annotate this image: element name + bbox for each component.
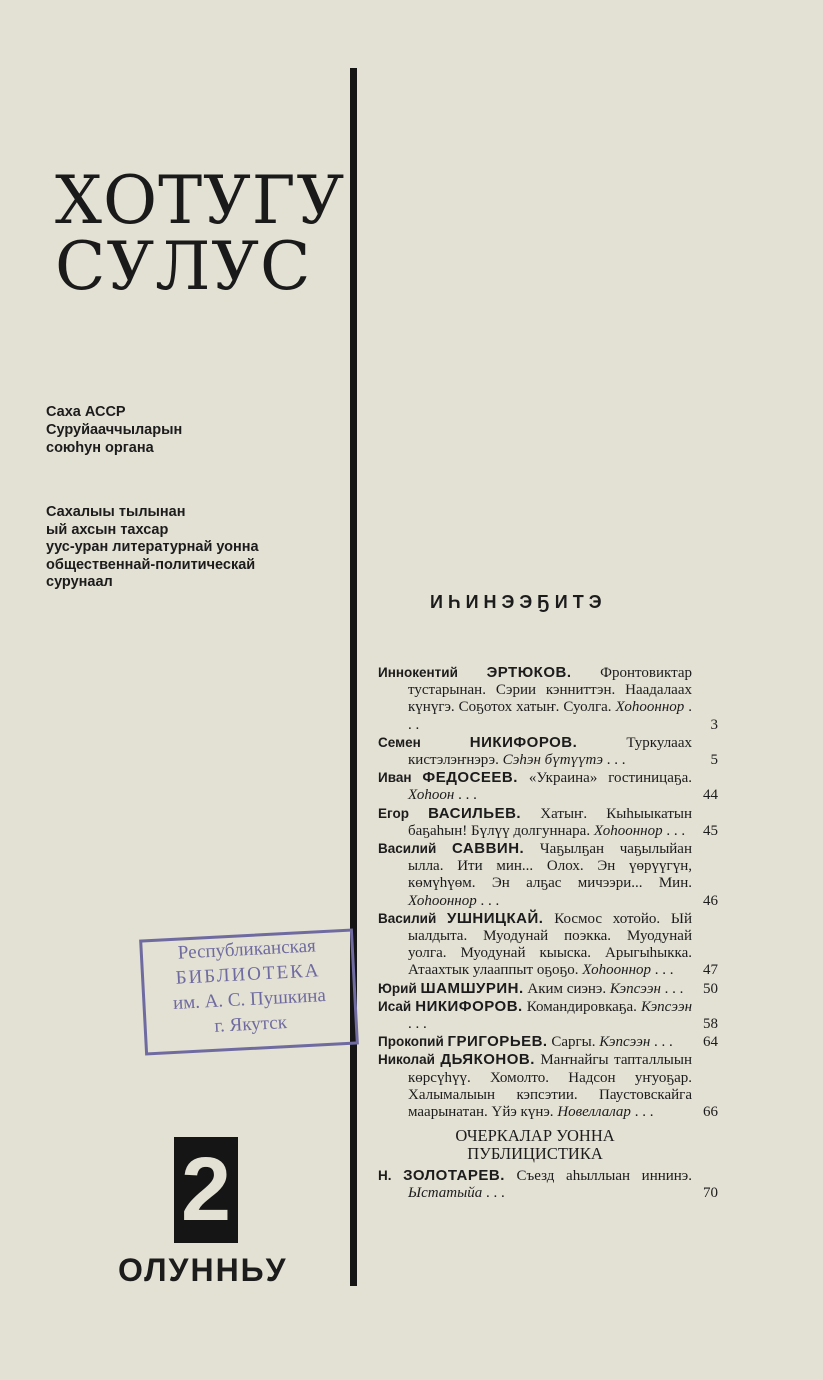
toc-page-number: 50 (703, 980, 718, 997)
stamp-line: Республиканская (177, 935, 317, 964)
author-first-name: Василий (378, 910, 437, 926)
organ-line: союhун органа (46, 440, 154, 456)
journal-description (46, 504, 346, 592)
toc-genre: Хоhоон (408, 787, 455, 804)
title-line-2: СУЛУС (55, 228, 312, 305)
author-last-name: ДЬЯКОНОВ. (440, 1051, 535, 1069)
toc-page-number: 58 (703, 1016, 718, 1033)
toc-genre: Хоhооннор (615, 699, 685, 716)
toc-titles: Чаҕылҕан чаҕылыйан ылла. Ити мин... Олох. Эн үөрүүгүн, көмүhүөм. Эн алҕас мичээри... Мин. (408, 841, 692, 892)
issue-number: 2 (174, 1137, 238, 1243)
description-line: сурунаал (46, 574, 113, 590)
toc-titles: Маҥнайгы тапталлыын көрсүhүү. Хомолто. Надсон уҥуоҕар. Халымалыын кэпсэтии. Паустовскайга маарынатан. Үйэ күнэ. (408, 1052, 692, 1121)
toc-entry: Николай ДЬЯКОНОВ. Маҥнайгы тапталлыын көрсүhүү. Хомолто. Надсон уҥуоҕар. Халымалыын кэпсэтии. Паустовскайга маарынатан. Үйэ күнэ. Новеллалар . . . 66 (378, 1051, 718, 1121)
toc-list (378, 1167, 718, 1202)
toc-entry: Иннокентий ЭРТЮКОВ. Фронтовиктар тустарынан. Сэрии кэнниттэн. Наадалаах күнүгэ. Соҕотох хатыҥ. Суолга. Хоhооннор . . . 3 (378, 664, 718, 733)
toc-page-number: 44 (703, 787, 718, 804)
toc-author (378, 1052, 535, 1067)
toc-titles: Командировкаҕа. (526, 998, 637, 1015)
toc-genre: Кэпсээн (640, 998, 693, 1015)
toc-author (378, 806, 521, 821)
author-first-name: Прокопий (378, 1034, 444, 1050)
toc-page-number: 64 (703, 1034, 718, 1051)
author-last-name: ФЕДОСЕЕВ. (422, 769, 518, 787)
toc-entry: Прокопий ГРИГОРЬЕВ. Саргы. Кэпсээн . . . 64 (378, 1033, 718, 1051)
toc-author (378, 1034, 548, 1049)
author-first-name: Исай (378, 998, 412, 1014)
toc-genre: Хоhооннор (582, 962, 652, 979)
toc-genre: Хоhооннор (593, 822, 663, 839)
toc-list (378, 664, 718, 1121)
journal-title (55, 162, 346, 305)
author-last-name: САВВИН. (451, 840, 525, 858)
toc-entry: Василий САВВИН. Чаҕылҕан чаҕылыйан ылла. Ити мин... Олох. Эн үөрүүгүн, көмүhүөм. Эн алҕас мичээри... Мин. Хоhооннор . . . 46 (378, 840, 718, 909)
toc-author (378, 911, 543, 926)
section-heading-line: ОЧЕРКАЛАР УОННА (455, 1126, 615, 1146)
stamp-line: им. А. С. Пушкина (172, 985, 327, 1014)
title-line-1: ХОТУГУ (55, 162, 346, 239)
toc-entry: Егор ВАСИЛЬЕВ. Хатыҥ. Кыhыыкатын баҕаhын! Бүлүү долгуннара. Хоhооннор . . . 45 (378, 804, 718, 839)
stamp-line: БИБЛИОТЕКА (175, 960, 322, 989)
description-line: Сахалыы тылынан (46, 504, 186, 520)
issue-month: ОЛУННЬУ (118, 1252, 288, 1288)
stamp-line: г. Якутск (213, 1012, 288, 1037)
author-last-name: ГРИГОРЬЕВ. (447, 1033, 548, 1051)
toc-entry: Семен НИКИФОРОВ. Туркулаах кистэлэҥнэрэ. Сэhэн бүтүүтэ . . . 5 (378, 733, 718, 769)
toc-titles: Съезд аhыллыан иннинэ. (516, 1168, 692, 1185)
section-heading-line: ПУБЛИЦИСТИКА (467, 1144, 603, 1164)
section-heading (378, 1127, 692, 1163)
publisher-organ (46, 403, 326, 457)
author-first-name: Николай (378, 1052, 435, 1068)
toc-entry: Юрий ШАМШУРИН. Аким сиэнэ. Кэпсээн . . . 50 (378, 979, 718, 997)
toc-author (378, 981, 524, 996)
toc-author (378, 665, 572, 680)
author-last-name: НИКИФОРОВ. (469, 733, 578, 751)
table-of-contents (378, 664, 718, 1203)
vertical-divider (350, 68, 357, 1286)
toc-genre: Хоhооннор (408, 892, 477, 909)
toc-page-number: 66 (703, 1104, 718, 1121)
description-line: общественнай-политическай (46, 556, 256, 573)
toc-page-number: 5 (710, 752, 718, 769)
toc-titles: Фронтовиктар тустарынан. Сэрии кэнниттэн. Наадалаах күнүгэ. Соҕотох хатыҥ. Суолга. (408, 665, 692, 716)
toc-genre: Кэпсээн (609, 980, 661, 997)
toc-author (378, 735, 577, 750)
toc-titles: Туркулаах кистэлэҥнэрэ. (408, 734, 692, 769)
author-first-name: Василий (378, 841, 437, 857)
author-last-name: ШАМШУРИН. (420, 979, 524, 997)
author-first-name: Н. (378, 1168, 392, 1184)
toc-genre: Новеллалар (557, 1104, 631, 1121)
toc-page-number: 47 (703, 962, 718, 979)
toc-author (378, 841, 524, 856)
library-stamp (139, 928, 359, 1055)
author-last-name: ЭРТЮКОВ. (486, 664, 572, 681)
toc-author (378, 770, 518, 785)
contents-heading: ИҺИНЭЭҔИТЭ (430, 592, 607, 612)
toc-entry: Иван ФЕДОСЕЕВ. «Украина» гостиницаҕа. Хоhоон . . . 44 (378, 769, 718, 804)
author-first-name: Юрий (378, 980, 417, 996)
author-last-name: НИКИФОРОВ. (415, 997, 523, 1015)
toc-genre: Ыстатыйа (408, 1185, 483, 1202)
toc-genre: Сэhэн бүтүүтэ (502, 752, 603, 769)
toc-titles: «Украина» гостиницаҕа. (528, 770, 692, 787)
author-first-name: Семен (378, 734, 421, 750)
author-first-name: Иван (378, 770, 412, 786)
description-line: уус-уран литературнай уонна (46, 539, 259, 555)
organ-line: Суруйааччыларын (46, 422, 183, 438)
description-line: ый ахсын тахсар (46, 521, 169, 538)
author-first-name: Иннокентий (378, 665, 458, 680)
author-last-name: ВАСИЛЬЕВ. (428, 804, 522, 822)
author-last-name: ЗОЛОТАРЕВ. (403, 1167, 505, 1185)
toc-entry: Исай НИКИФОРОВ. Командировкаҕа. Кэпсээн . . . 58 (378, 997, 718, 1033)
author-first-name: Егор (378, 805, 409, 821)
toc-author (378, 999, 523, 1014)
toc-page-number: 45 (703, 822, 718, 839)
toc-titles: Космос хотойо. Ый ыалдыта. Муодунай поэкка. Муодунай уолга. Муодунай кыыска. Арыгыhыкка. Атаахтык улааппыт оҕоҕо. (408, 910, 692, 979)
toc-entry: Василий УШНИЦКАЙ. Космос хотойо. Ый ыалдыта. Муодунай поэкка. Муодунай уолга. Муодунай кыыска. Арыгыhыкка. Атаахтык улааппыт оҕоҕо. Хоhооннор . . . 47 (378, 909, 718, 979)
toc-titles: Саргы. (551, 1034, 596, 1051)
toc-page-number: 70 (703, 1185, 718, 1202)
toc-page-number: 3 (710, 716, 718, 733)
toc-entry: Н. ЗОЛОТАРЕВ. Съезд аhыллыан иннинэ. Ыстатыйа . . . 70 (378, 1167, 718, 1202)
toc-titles: Аким сиэнэ. (527, 980, 607, 997)
toc-page-number: 46 (703, 892, 718, 909)
toc-author (378, 1168, 505, 1183)
toc-genre: Кэпсээн (599, 1034, 651, 1051)
organ-line: Саха АССР (46, 404, 126, 420)
toc-titles: Хатыҥ. Кыhыыкатын баҕаhын! Бүлүү долгуннара. (408, 805, 693, 839)
author-last-name: УШНИЦКАЙ. (447, 909, 544, 927)
